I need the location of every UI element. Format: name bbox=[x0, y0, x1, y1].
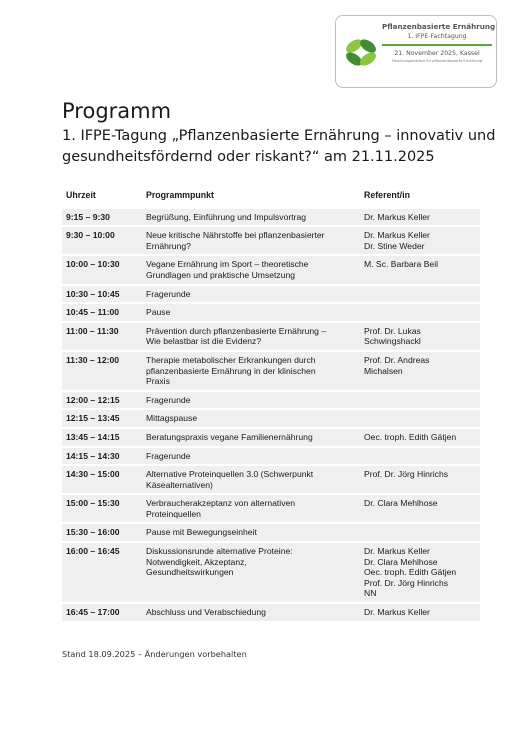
row-program-item bbox=[142, 304, 360, 321]
row-program-item bbox=[142, 286, 360, 303]
speaker-line: Dr. Markus Keller bbox=[364, 230, 430, 241]
program-item-line: Abschluss und Verabschiedung bbox=[146, 607, 266, 618]
row-time: 14:15 – 14:30 bbox=[62, 448, 142, 465]
program-table bbox=[62, 185, 480, 623]
program-item-line: Proteinquellen bbox=[146, 508, 201, 519]
row-time: 13:45 – 14:15 bbox=[62, 429, 142, 446]
logo-subtitle: 1. IFPE-Fachtagung bbox=[407, 33, 467, 40]
table-row bbox=[62, 466, 480, 493]
table-row bbox=[62, 543, 480, 602]
speaker-line: NN bbox=[364, 588, 377, 599]
program-item-line: Käsealternativen) bbox=[146, 479, 213, 490]
speaker-line: Prof. Dr. Andreas bbox=[364, 354, 430, 365]
header-ref: Referent/in bbox=[360, 187, 480, 207]
row-time: 10:00 – 10:30 bbox=[62, 256, 142, 283]
row-time: 16:45 – 17:00 bbox=[62, 604, 142, 621]
program-item-line: Mittagspause bbox=[146, 413, 198, 424]
logo-divider bbox=[382, 44, 492, 46]
row-speaker bbox=[360, 209, 480, 226]
row-program-item bbox=[142, 352, 360, 390]
row-time: 11:00 – 11:30 bbox=[62, 323, 142, 350]
table-row bbox=[62, 304, 480, 321]
program-item-line: Grundlagen und praktische Umsetzung bbox=[146, 269, 296, 280]
row-speaker bbox=[360, 256, 480, 283]
table-header-row bbox=[62, 187, 480, 207]
page-title: Programm bbox=[62, 99, 172, 123]
speaker-line: Prof. Dr. Jörg Hinrichs bbox=[364, 577, 449, 588]
speaker-line: Dr. Markus Keller bbox=[364, 546, 430, 557]
row-speaker bbox=[360, 304, 480, 321]
program-item-line: Gesundheitswirkungen bbox=[146, 567, 234, 578]
table-row bbox=[62, 495, 480, 522]
row-program-item bbox=[142, 323, 360, 350]
row-speaker bbox=[360, 448, 480, 465]
row-program-item bbox=[142, 495, 360, 522]
subtitle-line: gesundheitsfördernd oder riskant?“ am 21.11.2025 bbox=[62, 149, 435, 165]
program-item-line: Praxis bbox=[146, 376, 170, 387]
row-time: 16:00 – 16:45 bbox=[62, 543, 142, 602]
table-row bbox=[62, 323, 480, 350]
page-heading bbox=[62, 98, 502, 168]
row-program-item bbox=[142, 466, 360, 493]
row-time: 9:15 – 9:30 bbox=[62, 209, 142, 226]
program-item-line: Beratungspraxis vegane Familienernährung bbox=[146, 431, 313, 442]
row-speaker bbox=[360, 429, 480, 446]
row-speaker bbox=[360, 543, 480, 602]
table-row bbox=[62, 410, 480, 427]
table-row bbox=[62, 352, 480, 390]
row-time: 12:00 – 12:15 bbox=[62, 392, 142, 409]
speaker-line: Dr. Markus Keller bbox=[364, 211, 430, 222]
row-time: 14:30 – 15:00 bbox=[62, 466, 142, 493]
program-item-line: Begrüßung, Einführung und Impulsvortrag bbox=[146, 211, 307, 222]
program-item-line: Diskussionsrunde alternative Proteine: bbox=[146, 546, 293, 557]
program-item-line: Pause bbox=[146, 307, 171, 318]
row-time: 15:30 – 16:00 bbox=[62, 524, 142, 541]
speaker-line: Dr. Clara Mehlhose bbox=[364, 498, 438, 509]
speaker-line: Schwingshackl bbox=[364, 336, 421, 347]
program-item-line: Wie belastbar ist die Evidenz? bbox=[146, 336, 262, 347]
header-item: Programmpunkt bbox=[142, 187, 360, 207]
row-program-item bbox=[142, 448, 360, 465]
program-item-line: Fragerunde bbox=[146, 450, 191, 461]
logo-date: 21. November 2025, Kassel bbox=[394, 50, 480, 57]
program-item-line: Vegane Ernährung im Sport – theoretische bbox=[146, 259, 309, 270]
row-program-item bbox=[142, 209, 360, 226]
table-row bbox=[62, 604, 480, 621]
row-time: 9:30 – 10:00 bbox=[62, 227, 142, 254]
program-item-line: Prävention durch pflanzenbasierte Ernährung – bbox=[146, 325, 327, 336]
row-program-item bbox=[142, 524, 360, 541]
logo-text bbox=[382, 22, 496, 63]
header-time: Uhrzeit bbox=[62, 187, 142, 207]
table-row bbox=[62, 429, 480, 446]
row-time: 12:15 – 13:45 bbox=[62, 410, 142, 427]
table-row bbox=[62, 448, 480, 465]
program-item-line: Therapie metabolischer Erkrankungen durch bbox=[146, 354, 316, 365]
program-item-line: Verbraucherakzeptanz von alternativen bbox=[146, 498, 296, 509]
row-program-item bbox=[142, 392, 360, 409]
row-time: 11:30 – 12:00 bbox=[62, 352, 142, 390]
program-item-line: pflanzenbasierte Ernährung in der klinischen bbox=[146, 365, 316, 376]
table-row bbox=[62, 524, 480, 541]
row-speaker bbox=[360, 604, 480, 621]
program-item-line: Alternative Proteinquellen 3.0 (Schwerpunkt bbox=[146, 469, 314, 480]
speaker-line: M. Sc. Barbara Beil bbox=[364, 259, 439, 270]
program-item-line: Neue kritische Nährstoffe bei pflanzenbasierter bbox=[146, 230, 325, 241]
row-time: 10:30 – 10:45 bbox=[62, 286, 142, 303]
row-time: 15:00 – 15:30 bbox=[62, 495, 142, 522]
table-row bbox=[62, 392, 480, 409]
logo-institute: Forschungsinstitut für pflanzenbasierte Ernährung bbox=[391, 59, 483, 63]
row-speaker bbox=[360, 524, 480, 541]
speaker-line: Dr. Clara Mehlhose bbox=[364, 556, 438, 567]
speaker-line: Prof. Dr. Jörg Hinrichs bbox=[364, 469, 449, 480]
table-row bbox=[62, 209, 480, 226]
page-subtitle bbox=[62, 126, 502, 168]
program-item-line: Ernährung? bbox=[146, 240, 191, 251]
row-speaker bbox=[360, 227, 480, 254]
row-program-item bbox=[142, 227, 360, 254]
row-speaker bbox=[360, 410, 480, 427]
row-program-item bbox=[142, 410, 360, 427]
row-speaker bbox=[360, 323, 480, 350]
table-row bbox=[62, 256, 480, 283]
program-item-line: Fragerunde bbox=[146, 394, 191, 405]
speaker-line: Michalsen bbox=[364, 365, 403, 376]
speaker-line: Dr. Stine Weder bbox=[364, 240, 425, 251]
row-time: 10:45 – 11:00 bbox=[62, 304, 142, 321]
row-speaker bbox=[360, 495, 480, 522]
row-program-item bbox=[142, 604, 360, 621]
row-program-item bbox=[142, 543, 360, 602]
program-item-line: Fragerunde bbox=[146, 288, 191, 299]
speaker-line: Oec. troph. Edith Gätjen bbox=[364, 431, 457, 442]
speaker-line: Dr. Markus Keller bbox=[364, 607, 430, 618]
subtitle-line: 1. IFPE-Tagung „Pflanzenbasierte Ernährung – innovativ und bbox=[62, 128, 496, 144]
footer-note: Stand 18.09.2025 – Änderungen vorbehalten bbox=[62, 649, 247, 659]
speaker-line: Prof. Dr. Lukas bbox=[364, 325, 421, 336]
leaves-logo-icon bbox=[344, 35, 378, 69]
program-item-line: Notwendigkeit, Akzeptanz, bbox=[146, 556, 247, 567]
row-speaker bbox=[360, 466, 480, 493]
row-speaker bbox=[360, 286, 480, 303]
speaker-line: Oec. troph. Edith Gätjen bbox=[364, 567, 457, 578]
table-row bbox=[62, 286, 480, 303]
row-program-item bbox=[142, 256, 360, 283]
row-speaker bbox=[360, 352, 480, 390]
event-logo bbox=[335, 15, 497, 88]
logo-title: Pflanzenbasierte Ernährung bbox=[382, 22, 496, 31]
table-row bbox=[62, 227, 480, 254]
row-program-item bbox=[142, 429, 360, 446]
program-item-line: Pause mit Bewegungseinheit bbox=[146, 527, 257, 538]
row-speaker bbox=[360, 392, 480, 409]
program-table-body bbox=[62, 209, 480, 621]
